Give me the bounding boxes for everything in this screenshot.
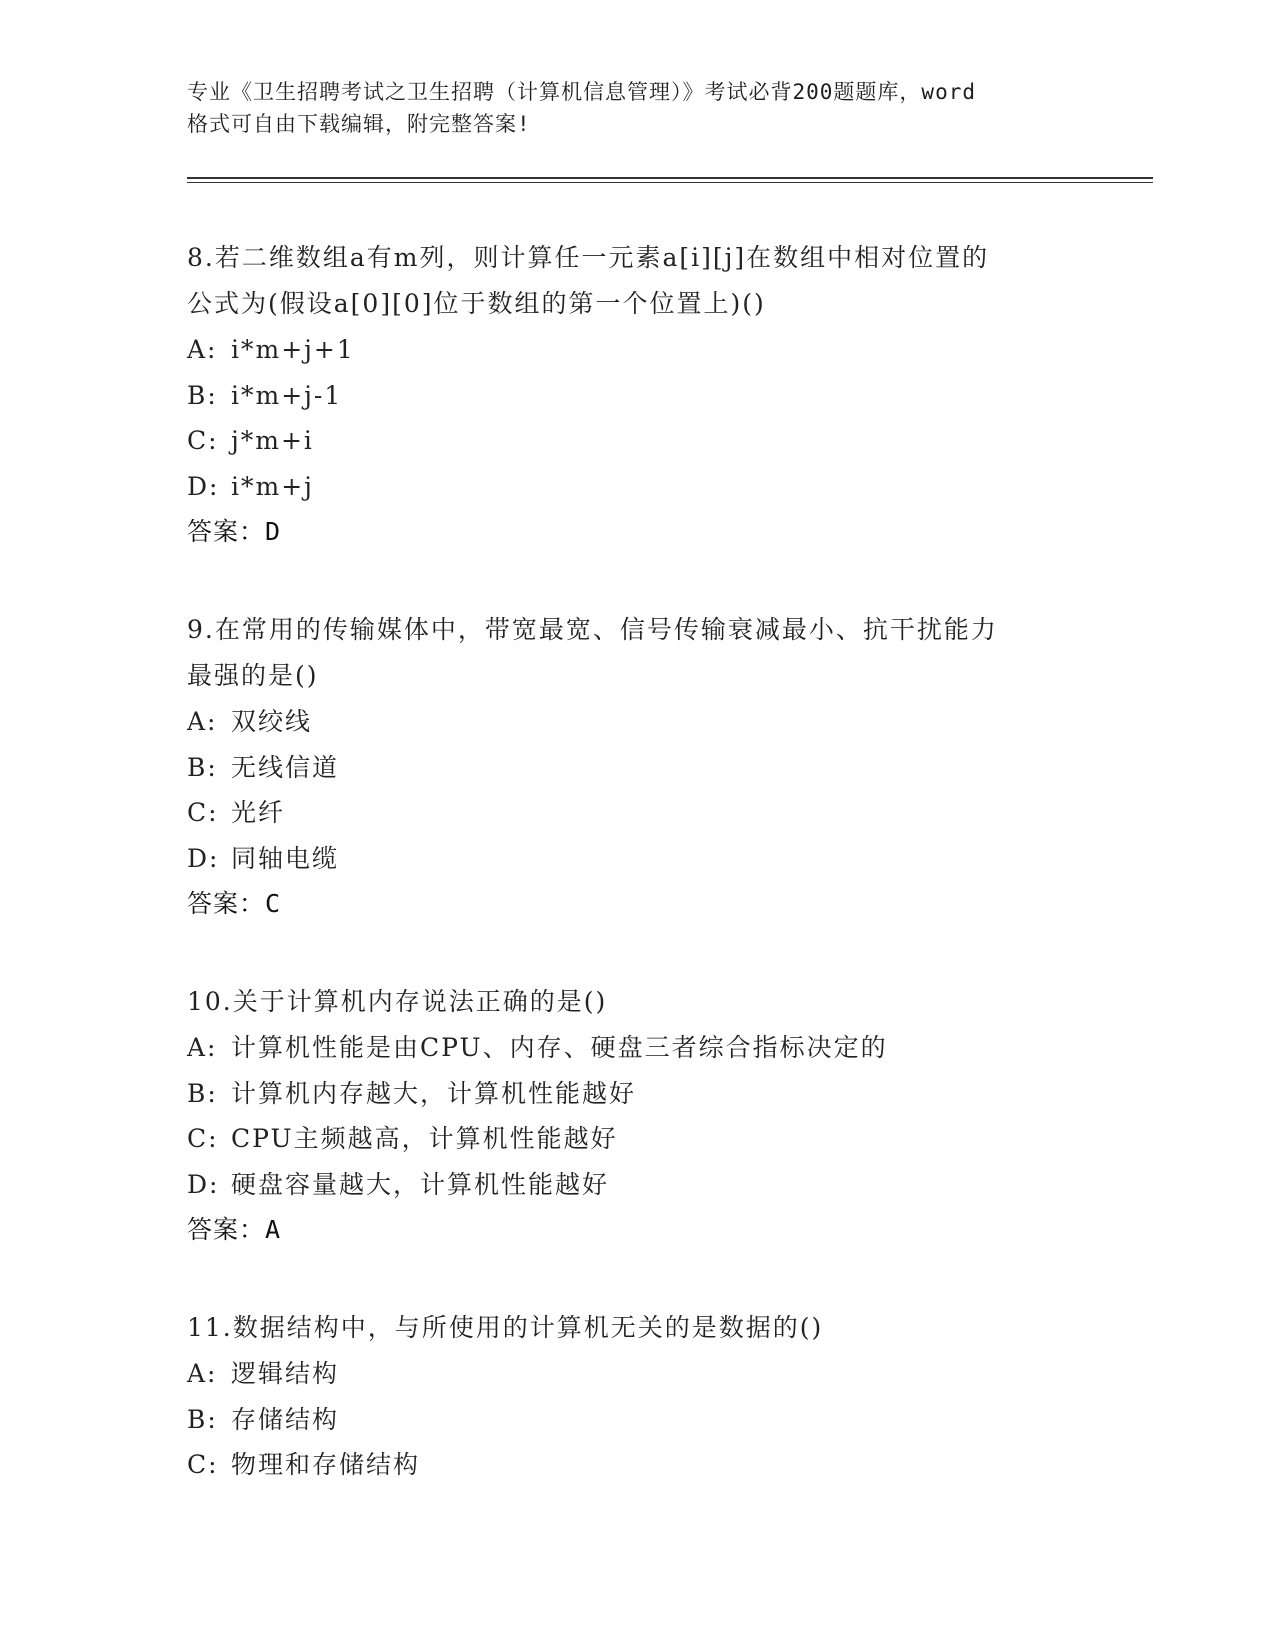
option-d <box>187 1162 1087 1208</box>
option-text: 光纤 <box>231 798 286 827</box>
option-text: 计算机性能是由CPU、内存、硬盘三者综合指标决定的 <box>231 1033 888 1062</box>
question-9 <box>187 607 1087 927</box>
option-text: 硬盘容量越大，计算机性能越好 <box>231 1169 610 1199</box>
document-header <box>187 76 1087 140</box>
header-line-2: 格式可自由下载编辑，附完整答案! <box>187 112 531 136</box>
question-list <box>187 235 1087 1540</box>
option-b <box>187 1071 1087 1117</box>
option-letter: D: <box>187 843 220 873</box>
question-stem <box>187 1305 1087 1351</box>
option-letter: C: <box>187 1124 219 1153</box>
option-text: 双绞线 <box>231 707 313 736</box>
option-c <box>187 1116 1087 1162</box>
option-text: 计算机内存越大，计算机性能越好 <box>231 1078 637 1108</box>
option-text: 同轴电缆 <box>231 843 340 873</box>
option-letter: C: <box>187 426 219 455</box>
option-letter: A: <box>187 335 218 364</box>
question-stem-line-1: 10.关于计算机内存说法正确的是() <box>187 987 608 1016</box>
answer-line: 答案：D <box>187 517 282 546</box>
option-a <box>187 327 1087 373</box>
option-letter: A: <box>187 1033 218 1062</box>
option-a <box>187 1025 1087 1071</box>
option-c <box>187 418 1087 464</box>
option-b <box>187 373 1087 419</box>
option-c <box>187 790 1087 836</box>
option-a <box>187 699 1087 745</box>
option-text: 存储结构 <box>231 1404 340 1434</box>
question-stem <box>187 607 1087 699</box>
question-stem-line-1: 8.若二维数组a有m列，则计算任一元素a[i][j]在数组中相对位置的 <box>187 243 990 272</box>
option-letter: C: <box>187 1450 219 1479</box>
option-text: 无线信道 <box>231 752 340 782</box>
question-stem-line-1: 9.在常用的传输媒体中，带宽最宽、信号传输衰减最小、抗干扰能力 <box>187 615 998 644</box>
option-text: CPU主频越高，计算机性能越好 <box>231 1124 618 1153</box>
document-page <box>187 0 1147 1650</box>
option-text: i*m+j+1 <box>231 335 355 364</box>
header-divider <box>187 177 1153 183</box>
question-stem-line-2: 最强的是() <box>187 661 319 690</box>
question-10 <box>187 979 1087 1253</box>
option-letter: A: <box>187 707 218 736</box>
option-letter: B: <box>187 380 218 410</box>
option-letter: D: <box>187 1169 220 1199</box>
option-b <box>187 745 1087 791</box>
header-line-1: 专业《卫生招聘考试之卫生招聘（计算机信息管理）》考试必背200题题库，word <box>187 80 976 104</box>
option-text: j*m+i <box>231 426 314 455</box>
option-letter: B: <box>187 1404 218 1434</box>
option-b <box>187 1397 1087 1443</box>
option-letter: B: <box>187 752 218 782</box>
option-letter: B: <box>187 1078 218 1108</box>
option-letter: C: <box>187 798 219 827</box>
option-text: i*m+j <box>231 471 314 501</box>
question-stem <box>187 235 1087 327</box>
option-d <box>187 464 1087 510</box>
question-stem <box>187 979 1087 1025</box>
option-text: 逻辑结构 <box>231 1359 340 1388</box>
answer-line: 答案：C <box>187 889 282 918</box>
option-a <box>187 1351 1087 1397</box>
answer-line: 答案：A <box>187 1215 282 1244</box>
option-d <box>187 836 1087 882</box>
option-c <box>187 1442 1087 1488</box>
question-8 <box>187 235 1087 555</box>
question-stem-line-2: 公式为(假设a[0][0]位于数组的第一个位置上)() <box>187 289 766 318</box>
option-letter: A: <box>187 1359 218 1388</box>
question-11 <box>187 1305 1087 1488</box>
question-stem-line-1: 11.数据结构中，与所使用的计算机无关的是数据的() <box>187 1313 824 1342</box>
option-letter: D: <box>187 471 220 501</box>
option-text: 物理和存储结构 <box>231 1450 421 1479</box>
option-text: i*m+j-1 <box>231 380 343 410</box>
